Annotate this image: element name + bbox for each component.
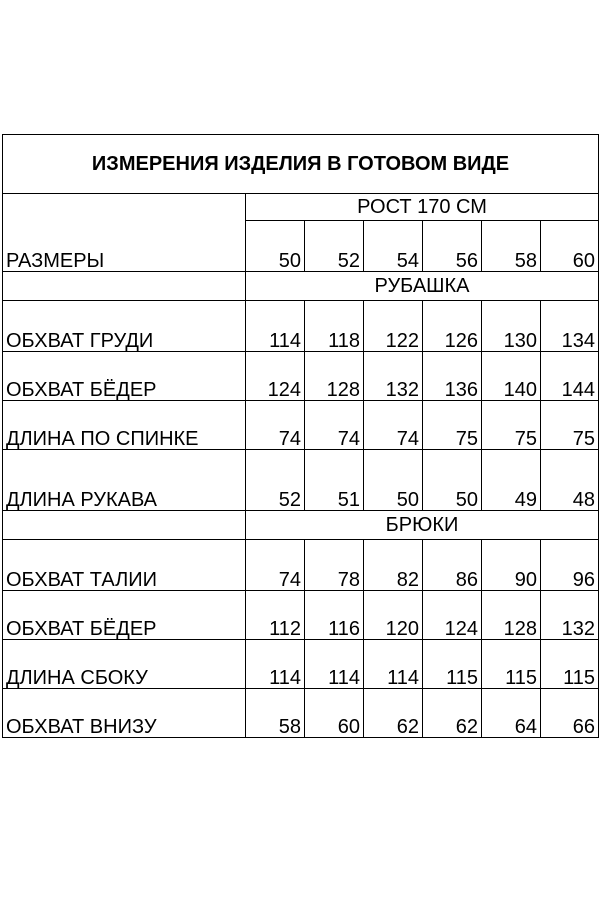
row-label: ОБХВАТ БЁДЕР — [3, 591, 246, 640]
height-row — [3, 194, 599, 221]
value-cell: 48 — [541, 450, 599, 511]
title-row — [3, 135, 599, 194]
row-label: ОБХВАТ ВНИЗУ — [3, 689, 246, 738]
value-cell: 82 — [364, 540, 423, 591]
value-cell: 64 — [482, 689, 541, 738]
section-blank-cell — [3, 272, 246, 301]
value-cell: 74 — [246, 540, 305, 591]
table-row — [3, 401, 599, 450]
size-cell: 56 — [423, 221, 482, 272]
row-label: ОБХВАТ БЁДЕР — [3, 352, 246, 401]
value-cell: 126 — [423, 301, 482, 352]
value-cell: 52 — [246, 450, 305, 511]
value-cell: 74 — [364, 401, 423, 450]
value-cell: 128 — [305, 352, 364, 401]
size-chart-table — [2, 134, 599, 738]
value-cell: 90 — [482, 540, 541, 591]
value-cell: 66 — [541, 689, 599, 738]
size-cell: 58 — [482, 221, 541, 272]
value-cell: 122 — [364, 301, 423, 352]
shirt-section-row — [3, 272, 599, 301]
value-cell: 74 — [246, 401, 305, 450]
table-title: ИЗМЕРЕНИЯ ИЗДЕЛИЯ В ГОТОВОМ ВИДЕ — [3, 135, 599, 194]
trousers-section-title: БРЮКИ — [246, 511, 599, 540]
value-cell: 62 — [423, 689, 482, 738]
row-label: ОБХВАТ ГРУДИ — [3, 301, 246, 352]
value-cell: 120 — [364, 591, 423, 640]
table-row — [3, 640, 599, 689]
value-cell: 58 — [246, 689, 305, 738]
value-cell: 51 — [305, 450, 364, 511]
size-cell: 54 — [364, 221, 423, 272]
row-label: ДЛИНА РУКАВА — [3, 450, 246, 511]
value-cell: 78 — [305, 540, 364, 591]
value-cell: 124 — [246, 352, 305, 401]
size-cell: 60 — [541, 221, 599, 272]
value-cell: 134 — [541, 301, 599, 352]
section-blank-cell — [3, 511, 246, 540]
row-label: ДЛИНА СБОКУ — [3, 640, 246, 689]
value-cell: 130 — [482, 301, 541, 352]
value-cell: 116 — [305, 591, 364, 640]
table-row — [3, 591, 599, 640]
value-cell: 112 — [246, 591, 305, 640]
value-cell: 114 — [305, 640, 364, 689]
shirt-section-title: РУБАШКА — [246, 272, 599, 301]
trousers-section-row — [3, 511, 599, 540]
value-cell: 140 — [482, 352, 541, 401]
table-row — [3, 352, 599, 401]
value-cell: 75 — [541, 401, 599, 450]
row-label: ОБХВАТ ТАЛИИ — [3, 540, 246, 591]
value-cell: 132 — [541, 591, 599, 640]
value-cell: 115 — [423, 640, 482, 689]
value-cell: 86 — [423, 540, 482, 591]
value-cell: 115 — [482, 640, 541, 689]
row-label: ДЛИНА ПО СПИНКЕ — [3, 401, 246, 450]
table-row — [3, 450, 599, 511]
value-cell: 132 — [364, 352, 423, 401]
table-row — [3, 301, 599, 352]
value-cell: 60 — [305, 689, 364, 738]
value-cell: 128 — [482, 591, 541, 640]
value-cell: 50 — [364, 450, 423, 511]
value-cell: 75 — [482, 401, 541, 450]
value-cell: 124 — [423, 591, 482, 640]
value-cell: 118 — [305, 301, 364, 352]
value-cell: 62 — [364, 689, 423, 738]
value-cell: 144 — [541, 352, 599, 401]
table-row — [3, 540, 599, 591]
value-cell: 50 — [423, 450, 482, 511]
value-cell: 96 — [541, 540, 599, 591]
size-cell: 52 — [305, 221, 364, 272]
value-cell: 115 — [541, 640, 599, 689]
table-row — [3, 689, 599, 738]
value-cell: 136 — [423, 352, 482, 401]
value-cell: 74 — [305, 401, 364, 450]
value-cell: 49 — [482, 450, 541, 511]
value-cell: 114 — [246, 301, 305, 352]
height-label: РОСТ 170 СМ — [246, 194, 599, 221]
sizes-label: РАЗМЕРЫ — [3, 194, 246, 272]
value-cell: 75 — [423, 401, 482, 450]
size-cell: 50 — [246, 221, 305, 272]
value-cell: 114 — [364, 640, 423, 689]
value-cell: 114 — [246, 640, 305, 689]
